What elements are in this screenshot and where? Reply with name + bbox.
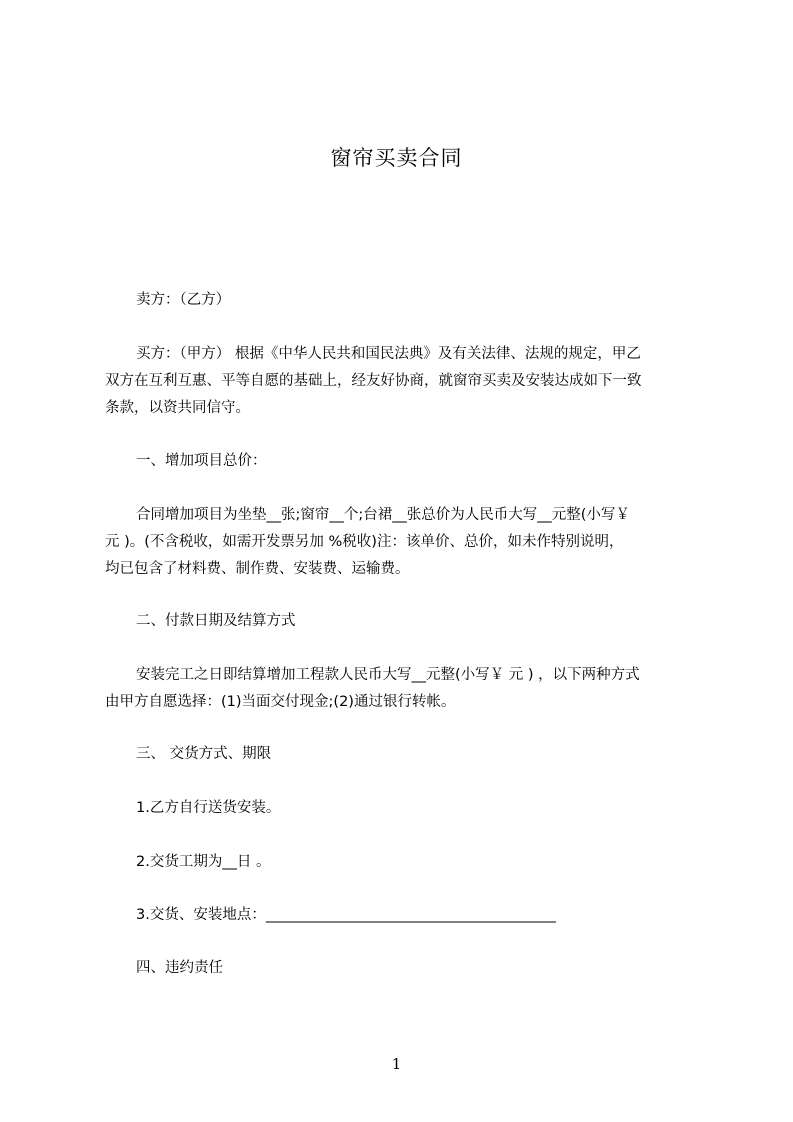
intro-line-1: 买方：（甲方） 根据《中华人民共和国民法典》及有关法律、法规的规定，甲乙 [136,346,641,362]
intro-line-3: 条款，以资共同信守。 [105,400,250,416]
section1-line-2: 元 )。(不含税收，如需开发票另加 %税收)注：该单价、总价，如未作特别说明， [105,534,624,550]
page-number: 1 [391,1055,402,1073]
section1-line-1: 合同增加项目为坐垫__张;窗帘__个;台裙__张总价为人民币大写__元整(小写￥ [136,507,630,523]
section2-heading: 二、付款日期及结算方式 [136,613,296,629]
section3-heading: 三、 交货方式、期限 [136,746,272,762]
section3-item-1: 1.乙方自行送货安装。 [136,800,281,816]
document-title: 窗帘买卖合同 [330,146,463,170]
section4-heading: 四、违约责任 [136,960,223,976]
section1-line-3: 均已包含了材料费、制作费、安装费、运输费。 [105,561,410,577]
section1-heading: 一、增加项目总价： [136,453,267,469]
intro-line-2: 双方在互利互惠、平等自愿的基础上，经友好协商，就窗帘买卖及安装达成如下一致 [105,373,642,389]
section2-line-2: 由甲方自愿选择：(1)当面交付现金;(2)通过银行转帐。 [105,694,456,710]
section3-item-3: 3.交货、安装地点：________________________________________ [136,907,556,923]
section2-line-1: 安装完工之日即结算增加工程款人民币大写__元整(小写￥ 元 ) ，以下两种方式 [136,667,640,683]
section3-item-2: 2.交货工期为__日 。 [136,854,271,870]
seller-line: 卖方：（乙方） [136,292,231,308]
